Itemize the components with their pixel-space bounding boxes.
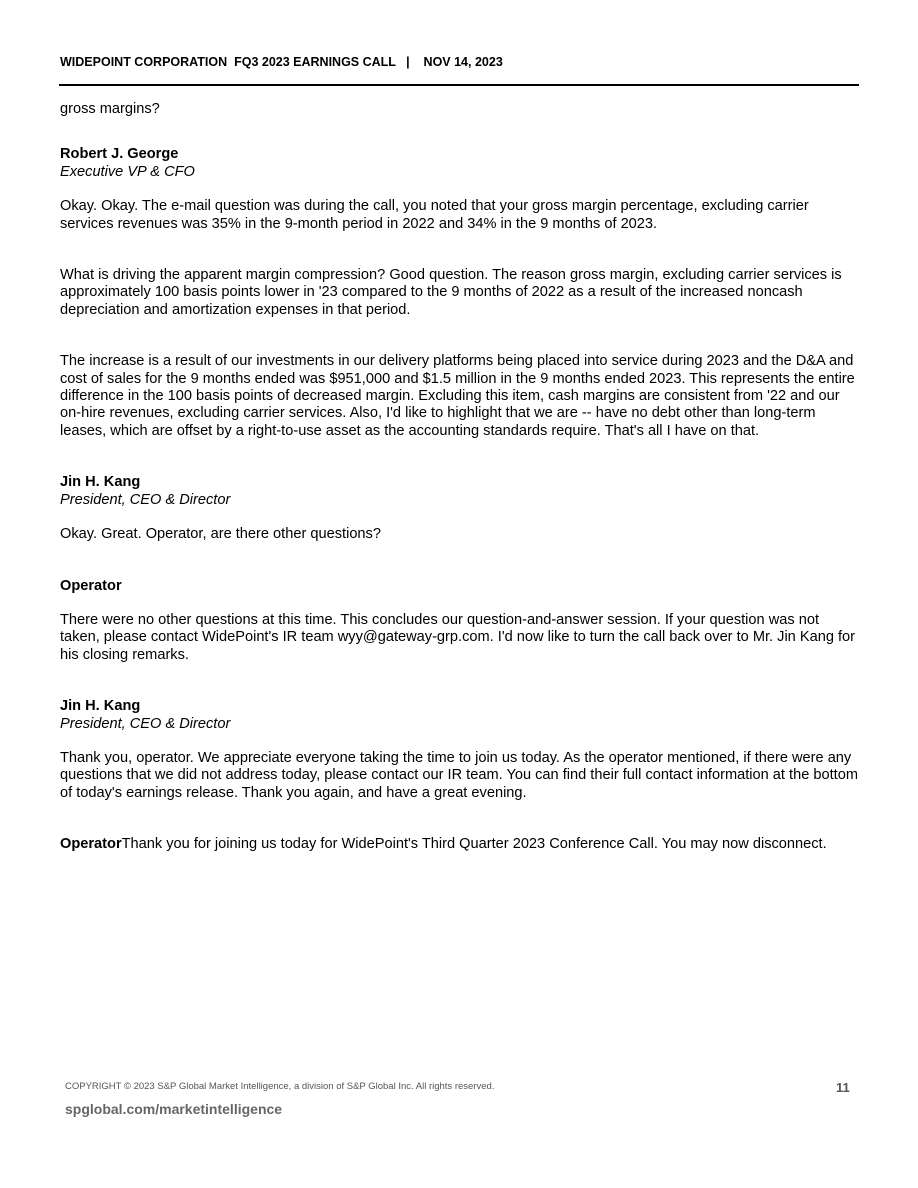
paragraph: Thank you for joining us today for WidePoint's Third Quarter 2023 Conference Call. You may now disconnect. xyxy=(121,836,827,853)
speaker-title: President, CEO & Director xyxy=(60,715,231,732)
speaker-block-cfo xyxy=(60,146,860,440)
speaker-block-operator xyxy=(60,578,860,665)
speaker-name: Operator xyxy=(60,836,122,853)
speaker-block-ceo xyxy=(60,474,860,543)
speaker-name: Jin H. Kang xyxy=(60,474,141,491)
speaker-block-operator-closing xyxy=(60,836,860,853)
speaker-name: Jin H. Kang xyxy=(60,698,141,715)
footer-copyright: COPYRIGHT © 2023 S&P Global Market Intelligence, a division of S&P Global Inc. All rights reserved. xyxy=(65,1081,495,1092)
header-date: NOV 14, 2023 xyxy=(423,55,503,69)
header-divider xyxy=(59,84,859,86)
page-header xyxy=(60,55,859,69)
paragraph: There were no other questions at this time. This concludes our question-and-answer session. If your question was not taken, please contact WidePoint's IR team wyy@gateway-grp.com. I'd now like to turn the call back over to Mr. Jin Kang for his closing remarks. xyxy=(60,611,856,663)
continuation-text: gross margins? xyxy=(60,101,160,117)
page-number: 11 xyxy=(836,1080,850,1095)
header-separator: | xyxy=(406,55,410,69)
paragraph: What is driving the apparent margin compression? Good question. The reason gross margin, excluding carrier services is approximately 100 basis points lower in '23 compared to the 9 months of 2022 as a result of the increased noncash depreciation and amortization expenses in that period. xyxy=(60,267,842,318)
paragraph: The increase is a result of our investments in our delivery platforms being placed into service during 2023 and the D&A and cost of sales for the 9 months ended was $951,000 and $1.5 million in the 9 months ended 2023. This represents the entire difference in the 100 basis points of decreased margin. Excluding this item, cash margins are consistent from '22 and our on-hire revenues, excluding carrier services. Also, I'd like to highlight that we are -- have no debt other than long-term leases, which are offset by a right-to-use asset as the accounting standards require. That's all I have on that. xyxy=(60,353,855,439)
speaker-name: Operator xyxy=(60,577,122,594)
speaker-title: President, CEO & Director xyxy=(60,491,231,508)
speaker-name: Robert J. George xyxy=(60,146,179,163)
footer-url: spglobal.com/marketintelligence xyxy=(65,1101,283,1117)
paragraph: Thank you, operator. We appreciate everyone taking the time to join us today. As the operator mentioned, if there were any questions that we did not address today, please contact our IR team. You can find their full contact information at the bottom of today's earnings release. Thank you again, and have a great evening. xyxy=(60,749,858,801)
header-company: WIDEPOINT CORPORATION xyxy=(60,55,228,69)
paragraph: Okay. Great. Operator, are there other questions? xyxy=(60,526,381,543)
header-event: FQ3 2023 EARNINGS CALL xyxy=(234,55,396,69)
speaker-block-ceo-closing xyxy=(60,698,860,802)
speaker-title: Executive VP & CFO xyxy=(60,163,195,180)
paragraph: Okay. Okay. The e-mail question was during the call, you noted that your gross margin percentage, excluding carrier services revenues was 35% in the 9-month period in 2022 and 34% in the 9 months of 2023. xyxy=(60,198,809,232)
transcript-body xyxy=(60,101,860,854)
